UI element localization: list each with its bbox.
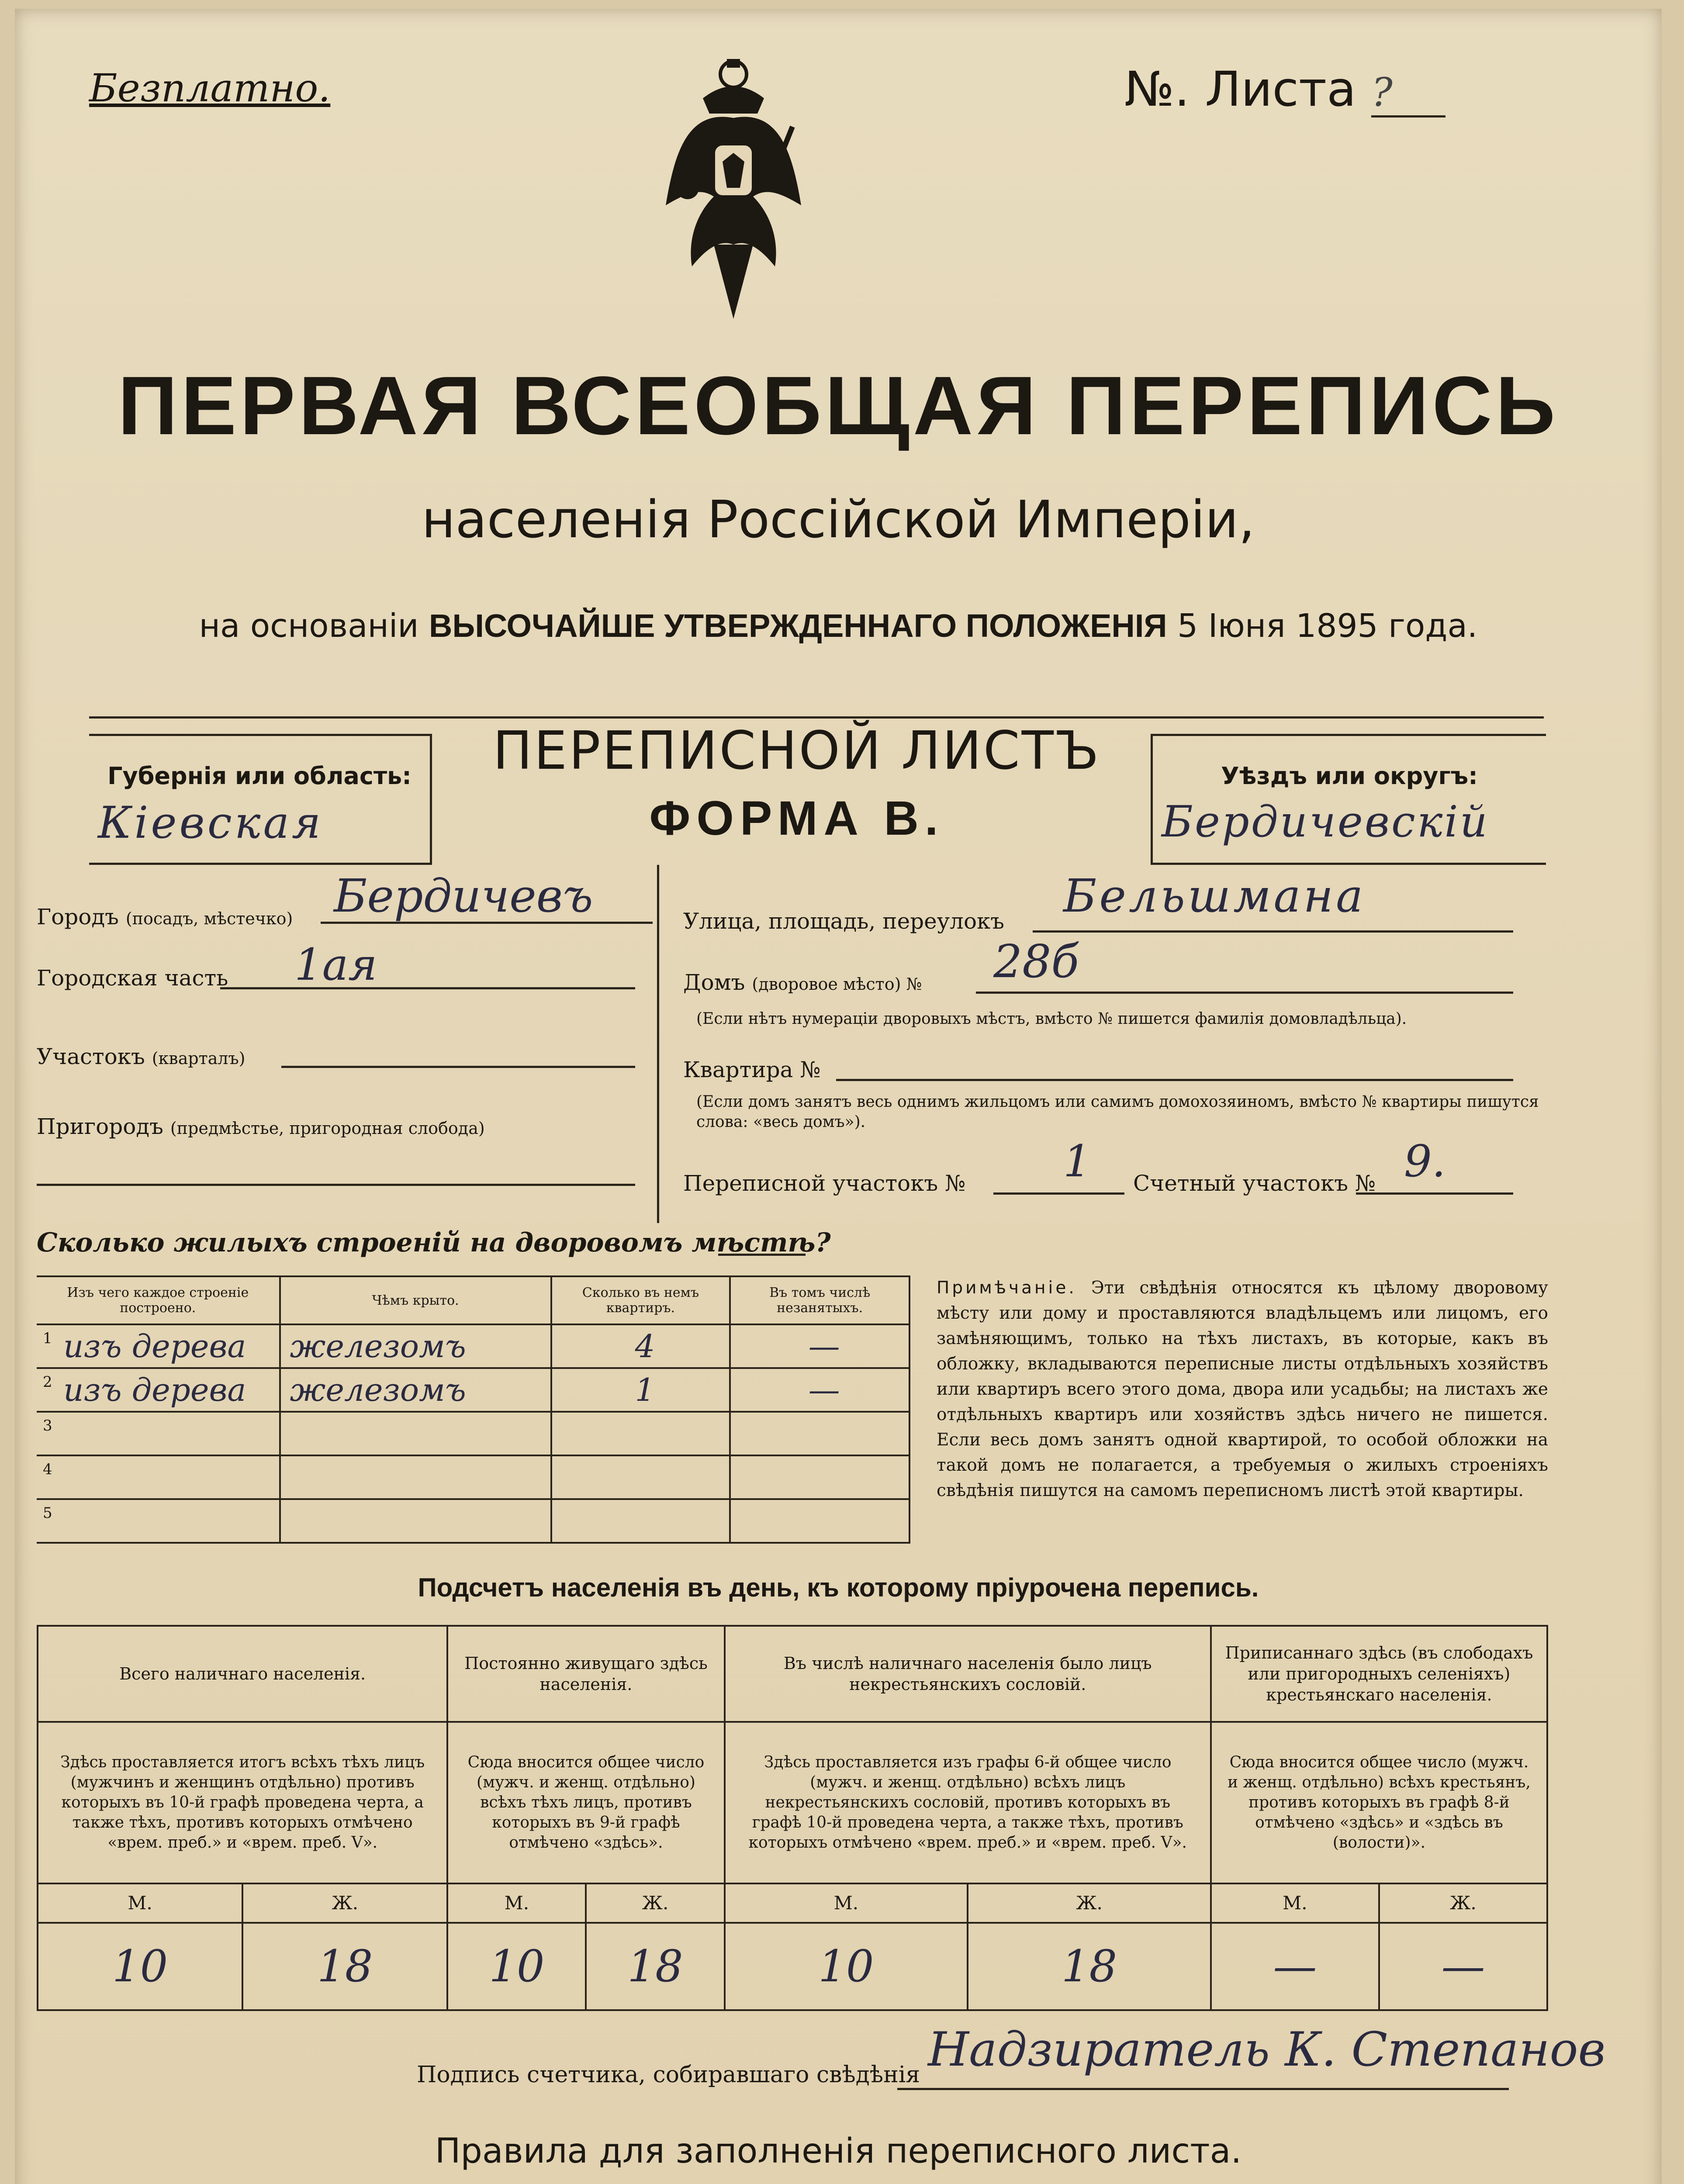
population-title: Подсчетъ населенія въ день, къ которому пріурочена перепись. — [418, 1573, 1259, 1602]
dwelling-vacant-cell — [730, 1499, 909, 1543]
dwelling-roof-value — [281, 1415, 290, 1452]
apartment-label: Квартира № — [683, 1057, 821, 1082]
province-value: Кіевская — [98, 797, 324, 848]
dwellings-table — [37, 1275, 910, 1544]
dwelling-vacant-value: — — [808, 1328, 840, 1365]
dwelling-number: 1 — [43, 1330, 52, 1347]
male-label: М. — [1211, 1883, 1379, 1923]
male-label: М. — [725, 1883, 968, 1923]
dwelling-number: 2 — [43, 1373, 52, 1391]
dwelling-roof-cell — [280, 1368, 551, 1412]
apartment-line — [836, 1079, 1513, 1081]
form-heading: ПЕРЕПИСНОЙ ЛИСТЪ — [493, 721, 1101, 781]
suburb-line — [37, 1184, 635, 1186]
header-apartments: Сколько въ немъ квартиръ. — [551, 1276, 730, 1324]
dwelling-vacant-value — [816, 1415, 824, 1452]
dwelling-apartments-cell — [551, 1368, 730, 1412]
dwelling-apartments-cell — [551, 1324, 730, 1368]
city-hint: (посадъ, мѣстечко) — [125, 909, 293, 928]
male-label: М. — [38, 1883, 242, 1923]
dwellings-body — [37, 1324, 909, 1543]
female-label: Ж. — [968, 1883, 1211, 1923]
dwelling-apartments-cell — [551, 1455, 730, 1499]
dwelling-apartments-value: 4 — [635, 1328, 655, 1365]
dwelling-row — [37, 1412, 909, 1455]
city-value: Бердичевъ — [334, 869, 593, 923]
city-line — [321, 922, 653, 924]
dwelling-number: 4 — [43, 1461, 52, 1478]
female-label: Ж. — [1379, 1883, 1547, 1923]
dwelling-row — [37, 1324, 909, 1368]
count-area-value: 9. — [1404, 1136, 1446, 1187]
dwelling-apartments-value — [636, 1415, 645, 1452]
suburb-label — [37, 1114, 485, 1139]
subtitle: населенія Россійской Имперіи, — [422, 489, 1255, 549]
male-count: 10 — [447, 1923, 586, 2010]
dwelling-vacant-cell — [730, 1324, 909, 1368]
census-area-label: Переписной участокъ № — [683, 1171, 966, 1196]
city-part-label: Городская часть — [37, 965, 228, 991]
city-part-value: 1ая — [294, 939, 377, 990]
house-value: 28б — [993, 935, 1079, 988]
dwelling-roof-value: железомъ — [290, 1372, 466, 1408]
male-count: 10 — [725, 1923, 968, 2010]
dwelling-number: 5 — [43, 1504, 52, 1522]
sheet-number — [1124, 61, 1445, 117]
population-column-desc: Здѣсь проставляется изъ графы 6-й общее число (мужч. и женщ. отдѣльно) всѣхъ лицъ некрестьянскихъ сословій, противъ которыхъ въ графѣ 10-й проведена черта, а также тѣхъ, противъ которыхъ отмѣчено «врем. преб.» и «врем. преб. V». — [725, 1722, 1211, 1883]
dwelling-apartments-value — [636, 1503, 645, 1539]
dwelling-vacant-cell — [730, 1368, 909, 1412]
dwelling-roof-cell — [280, 1412, 551, 1455]
population-column-head: Въ числѣ наличнаго населенія было лицъ некрестьянскихъ сословій. — [725, 1626, 1211, 1722]
imperial-eagle-emblem — [661, 57, 806, 328]
free-label: Безплатно. — [89, 66, 331, 111]
dwelling-row — [37, 1499, 909, 1543]
precinct-hint: (кварталъ) — [152, 1049, 246, 1068]
dwelling-roof-cell — [280, 1324, 551, 1368]
male-count: 10 — [38, 1923, 242, 2010]
header-material: Изъ чего каждое строеніе построено. — [37, 1276, 280, 1324]
population-column-desc: Сюда вносится общее число (мужч. и женщ. отдѣльно) всѣхъ крестьянъ, противъ которыхъ въ графѣ 8-й отмѣчено «здѣсь» и «здѣсь въ (волости)». — [1211, 1722, 1547, 1883]
legal-basis-prefix: на основаніи — [199, 607, 419, 645]
signature-line — [897, 2088, 1509, 2090]
dwelling-roof-value — [281, 1503, 290, 1539]
dwelling-material-cell — [37, 1368, 280, 1412]
male-count: — — [1211, 1923, 1379, 2010]
house-line — [976, 992, 1513, 994]
sheet-number-label: №. Листа — [1124, 61, 1356, 117]
street-line — [1033, 930, 1513, 933]
legal-basis-main: ВЫСОЧАЙШЕ УТВЕРЖДЕННАГО ПОЛОЖЕНІЯ — [429, 608, 1167, 644]
dwelling-roof-cell — [280, 1499, 551, 1543]
female-label: Ж. — [242, 1883, 447, 1923]
signature-value: Надзиратель К. Степанов — [928, 2022, 1606, 2077]
dwelling-apartments-cell — [551, 1412, 730, 1455]
census-sheet — [15, 9, 1662, 2184]
header-roof: Чѣмъ крыто. — [280, 1276, 551, 1324]
sheet-number-value: ? — [1371, 69, 1445, 117]
header-vacant: Въ томъ числѣ незанятыхъ. — [730, 1276, 909, 1324]
dwelling-material-value: изъ дерева — [63, 1328, 246, 1365]
dwelling-vacant-value: — — [808, 1372, 840, 1408]
district-box — [1151, 734, 1546, 865]
city-label-text: Городъ — [37, 904, 119, 930]
population-mf-row — [38, 1883, 1547, 1923]
population-values-row — [38, 1923, 1547, 2010]
female-count: 18 — [968, 1923, 1211, 2010]
count-area-line — [1356, 1192, 1513, 1195]
suburb-hint: (предмѣстье, пригородная слобода) — [170, 1119, 485, 1138]
district-label: Уѣздъ или округъ: — [1221, 762, 1478, 790]
house-label-text: Домъ — [683, 970, 745, 995]
population-table — [37, 1625, 1548, 2011]
dwelling-roof-value — [281, 1459, 290, 1496]
population-column-desc: Сюда вносится общее число (мужч. и женщ. отдѣльно) всѣхъ тѣхъ лицъ, противъ которыхъ въ 9-й графѣ отмѣчено «здѣсь». — [447, 1722, 724, 1883]
dwelling-apartments-cell — [551, 1499, 730, 1543]
dwelling-row — [37, 1368, 909, 1412]
dwellings-header-row — [37, 1276, 909, 1324]
dwelling-vacant-value — [816, 1503, 824, 1539]
population-column-head: Постоянно живущаго здѣсь населенія. — [447, 1626, 724, 1722]
dwelling-row — [37, 1455, 909, 1499]
house-note: (Если нѣтъ нумераціи дворовыхъ мѣстъ, вмѣсто № пишется фамилія домовладѣльца). — [696, 1010, 1407, 1028]
suburb-label-text: Пригородъ — [37, 1114, 163, 1139]
house-hint: (дворовое мѣсто) № — [752, 975, 922, 994]
population-column-head: Приписаннаго здѣсь (въ слободахъ или пригородныхъ селеніяхъ) крестьянскаго населенія. — [1211, 1626, 1547, 1722]
house-label — [683, 970, 922, 995]
female-count: — — [1379, 1923, 1547, 2010]
population-desc-row — [38, 1722, 1547, 1883]
province-label: Губернія или область: — [107, 762, 411, 790]
dwellings-question-line — [718, 1254, 806, 1256]
city-part-line — [220, 987, 635, 989]
dwellings-note-text: Эти свѣдѣнія относятся къ цѣлому дворовому мѣсту или дому и проставляются владѣльцемъ или лицомъ, его замѣняющимъ, только на тѣхъ листахъ, въ которые, какъ въ обложку, вкладываются переписные листы отдѣльныхъ хозяйствъ или квартиръ всего этого дома, двора или усадьбы; на листахъ же отдѣльныхъ квартиръ или хозяйствъ здѣсь ничего не пишется. Если весь домъ занятъ одной квартирой, то особой обложки на такой домъ не полагается, а требуемыя о жилыхъ строеніяхъ свѣдѣнія пишутся на самомъ переписномъ листѣ этой квартиры. — [937, 1278, 1548, 1500]
dwellings-note-title: Примѣчаніе. — [937, 1278, 1077, 1298]
precinct-label-text: Участокъ — [37, 1044, 145, 1069]
dwelling-vacant-cell — [730, 1455, 909, 1499]
apartment-note: (Если домъ занятъ весь однимъ жильцомъ или самимъ домохозяиномъ, вмѣсто № квартиры пишутся слова: «весь домъ»). — [696, 1093, 1539, 1131]
dwelling-material-cell — [37, 1324, 280, 1368]
dwelling-material-cell — [37, 1412, 280, 1455]
rules-title: Правила для заполненія переписного листа. — [435, 2132, 1242, 2171]
dwelling-material-cell — [37, 1455, 280, 1499]
district-value: Бердичевскій — [1162, 797, 1489, 847]
census-area-line — [993, 1192, 1124, 1195]
main-title: ПЕРВАЯ ВСЕОБЩАЯ ПЕРЕПИСЬ — [118, 359, 1559, 452]
dwellings-question: Сколько жилыхъ строеній на дворовомъ мѣстѣ? — [37, 1227, 831, 1258]
dwelling-vacant-cell — [730, 1412, 909, 1455]
male-label: М. — [447, 1883, 586, 1923]
dwelling-material-cell — [37, 1499, 280, 1543]
female-label: Ж. — [586, 1883, 724, 1923]
city-label — [37, 904, 293, 930]
precinct-label — [37, 1044, 246, 1069]
dwelling-material-value: изъ дерева — [63, 1372, 246, 1408]
dwelling-roof-cell — [280, 1455, 551, 1499]
census-area-value: 1 — [1063, 1136, 1091, 1187]
form-name: ФОРМА В. — [649, 791, 944, 845]
population-column-head: Всего наличнаго населенія. — [38, 1626, 447, 1722]
province-box — [89, 734, 432, 865]
count-area-label: Счетный участокъ № — [1133, 1171, 1376, 1196]
dwelling-apartments-value — [636, 1459, 645, 1496]
female-count: 18 — [586, 1923, 724, 2010]
street-value: Бельшмана — [1063, 869, 1366, 923]
dwelling-vacant-value — [816, 1459, 824, 1496]
precinct-line — [281, 1066, 635, 1068]
legal-basis — [15, 607, 1662, 645]
street-label: Улица, площадь, переулокъ — [683, 909, 1005, 934]
dwelling-apartments-value: 1 — [635, 1372, 655, 1408]
dwelling-number: 3 — [43, 1417, 52, 1434]
female-count: 18 — [242, 1923, 447, 2010]
fields-divider — [657, 865, 659, 1223]
dwelling-roof-value: железомъ — [290, 1328, 466, 1365]
dwellings-note — [937, 1275, 1548, 1503]
population-column-desc: Здѣсь проставляется итогъ всѣхъ тѣхъ лицъ (мужчинъ и женщинъ отдѣльно) противъ которыхъ въ 10-й графѣ проведена черта, а также тѣхъ, противъ которыхъ отмѣчено «врем. преб.» и «врем. преб. V». — [38, 1722, 447, 1883]
signature-label: Подпись счетчика, собиравшаго свѣдѣнія — [417, 2062, 920, 2088]
population-head-row — [38, 1626, 1547, 1722]
legal-basis-suffix: 5 Іюня 1895 года. — [1177, 607, 1478, 645]
